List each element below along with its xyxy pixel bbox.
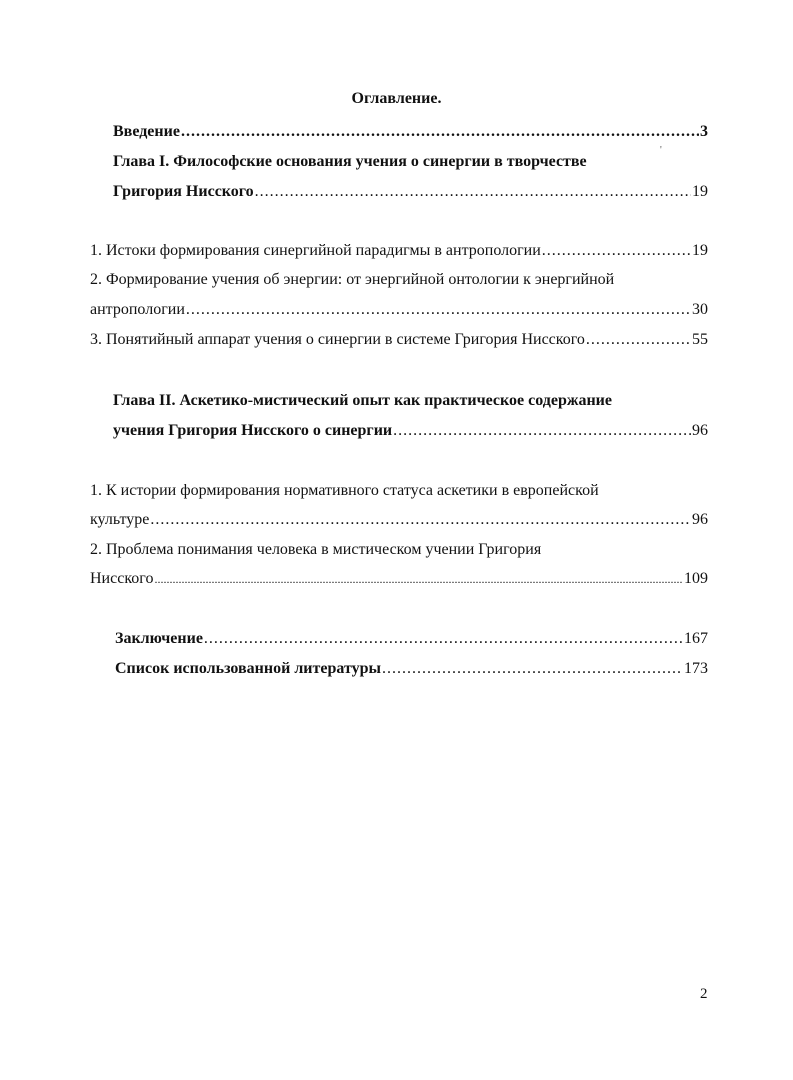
dot-leader [186,300,691,320]
toc-entry-chapter-2[interactable] [113,421,708,441]
toc-page-number: 3 [700,123,708,140]
toc-chapter-1-line-1[interactable]: Глава I. Философские основания учения о синергии в творчестве [113,153,587,170]
toc-page-number: 109 [684,570,708,587]
toc-label: культуре [90,511,150,528]
toc-label: Заключение [115,630,203,647]
toc-entry-chapter-1[interactable] [113,182,708,202]
toc-entry-intro[interactable] [113,122,708,142]
scan-mark: ' [660,145,662,156]
toc-entry-section-1-3[interactable] [90,330,708,350]
toc-label: антропологии [90,301,185,318]
dot-leader [393,421,691,441]
toc-section-2-1-line-1[interactable]: 1. К истории формирования нормативного статуса аскетики в европейской [90,482,599,499]
toc-section-2-2-line-1[interactable]: 2. Проблема понимания человека в мистическом учении Григория [90,541,542,558]
dot-leader [255,182,691,202]
toc-label: 3. Понятийный аппарат учения о синергии в системе Григория Нисского [90,331,585,348]
toc-entry-conclusion[interactable] [115,629,708,649]
toc-section-1-2-line-1[interactable]: 2. Формирование учения об энергии: от энергийной онтологии к энергийной [90,271,615,288]
toc-page-number: 96 [692,422,708,439]
toc-label: 1. Истоки формирования синергийной парадигмы в антропологии [90,242,541,259]
toc-page-number: 167 [684,630,708,647]
toc-entry-section-1-2[interactable] [90,300,708,320]
dot-leader [204,629,683,649]
dot-leader [181,122,699,142]
toc-label: Нисского [90,570,154,587]
toc-entry-section-2-2[interactable] [90,569,708,589]
dot-leader [154,569,683,589]
dot-leader [150,510,691,530]
toc-label: Введение [113,123,180,140]
toc-page-number: 173 [684,660,708,677]
dot-leader [382,659,683,679]
toc-page-number: 55 [692,331,708,348]
toc-entry-bibliography[interactable] [115,659,708,679]
dot-leader [586,330,691,350]
dot-leader [542,241,691,261]
toc-label: Список использованной литературы [115,660,381,677]
page-title: Оглавление. [351,90,442,107]
toc-page-number: 19 [692,183,708,200]
toc-label: Григория Нисского [113,183,254,200]
toc-page-number: 96 [692,511,708,528]
toc-label: учения Григория Нисского о синергии [113,422,393,439]
toc-entry-section-2-1[interactable] [90,510,708,530]
toc-entry-section-1-1[interactable] [90,241,708,261]
toc-page-number: 19 [692,242,708,259]
toc-page-number: 30 [692,301,708,318]
toc-chapter-2-line-1[interactable]: Глава II. Аскетико-мистический опыт как практическое содержание [113,392,612,409]
page-number: 2 [700,986,708,1002]
